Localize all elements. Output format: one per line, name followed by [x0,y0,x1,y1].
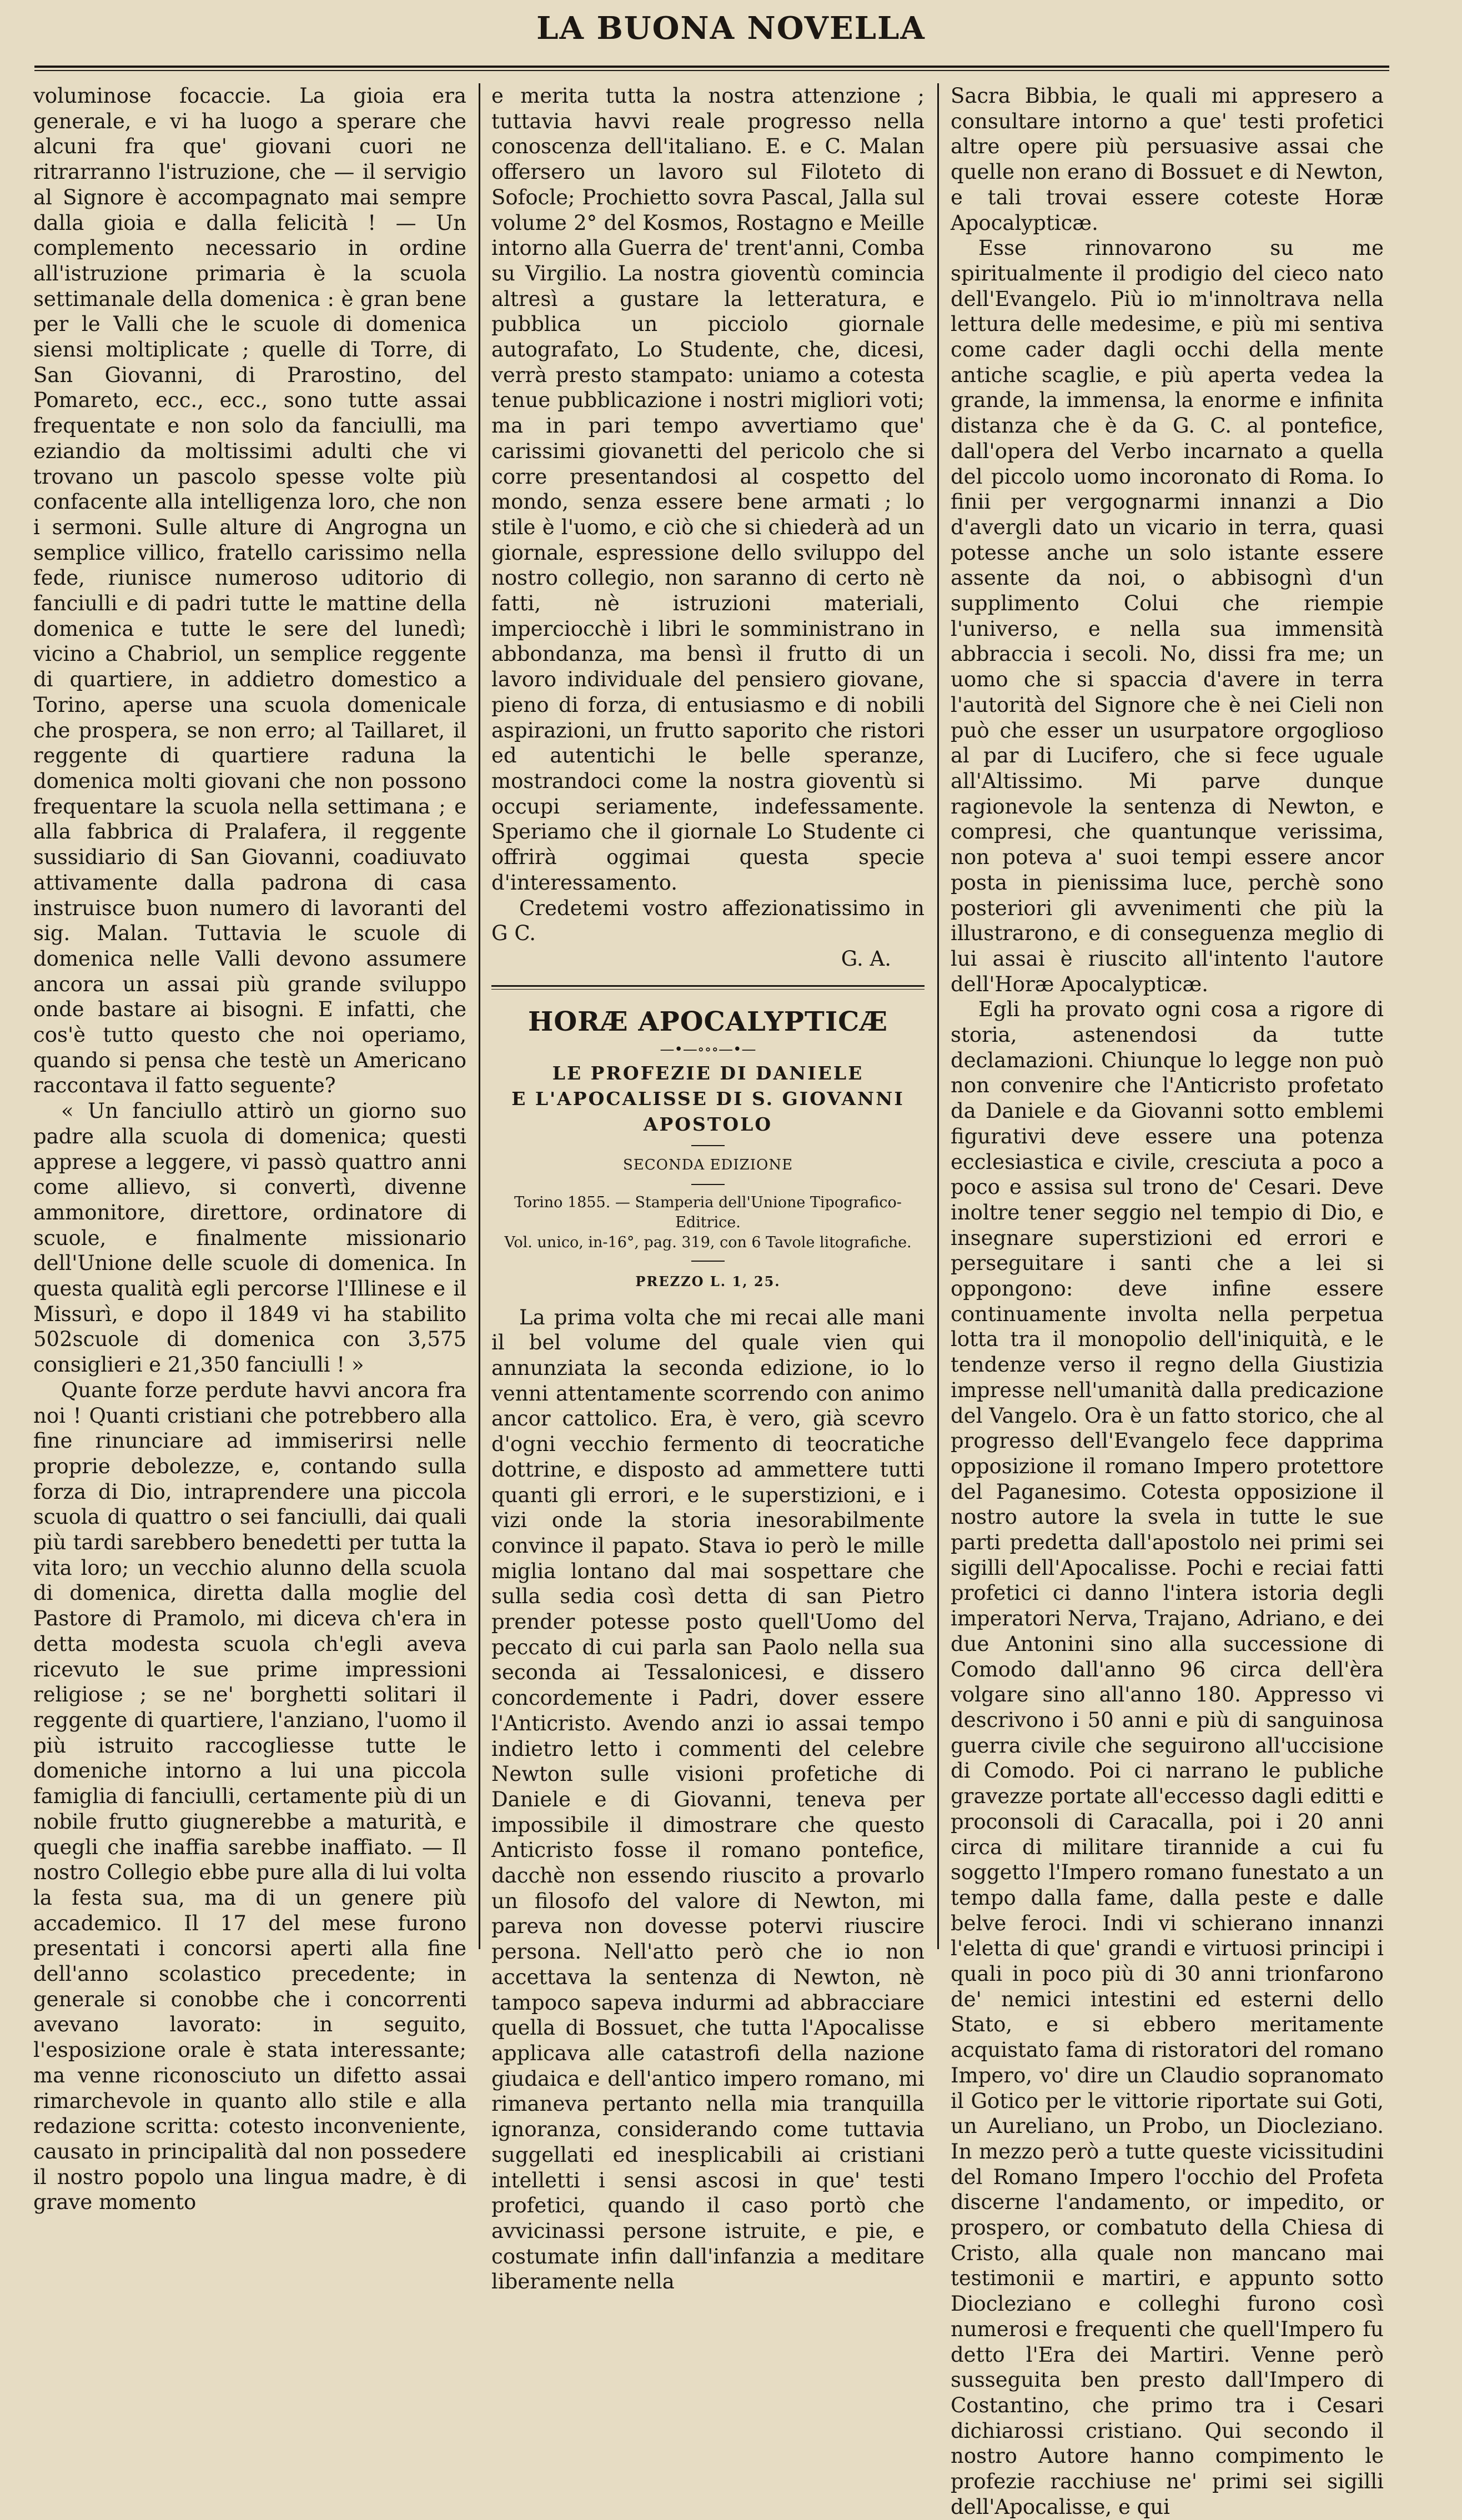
section-rule [491,985,925,987]
divider [691,1184,725,1185]
book-title-line-1: LE PROFEZIE DI DANIELE [552,1062,864,1084]
paragraph: Egli ha provato ogni cosa a rigore di storia, astenendosi da tutte declamazioni. Chiunque lo legge non può non convenire che l'Anticristo profetato da Daniele e da Giovanni sotto emblemi figurativi deve essere una potenza ecclesiastica e civile, cresciuta a poco a poco e assisa sul trono de' Cesari. Deve inoltre tener seggio nel tempio di Dio, e insegnare superstizioni ed errori e perseguitare i santi che a lei si oppongono: deve infine essere continuamente involta nella perpetua lotta tra il monopolio dell'iniquità, e le tendenze verso il regno della Giustizia impresse nell'umanità dalla predicazione del Vangelo. Ora è un fatto storico, che al progresso dell'Evangelo fece dapprima opposizione il romano Impero protettore del Paganesimo. Cotesta opposizione il nostro autore la svela in tutte le sue parti predetta dall'apostolo nei primi sei sigilli dell'Apocalisse. Pochi e reciai fatti profetici ci danno l'intera istoria degli imperatori Nerva, Trajano, Adriano, e dei due Antonini sino alla successione di Comodo dall'anno 96 circa dell'èra volgare sino all'anno 180. Appresso vi descrivono i 50 anni e più di sanguinosa guerra civile che seguirono all'uccisione di Comodo. Poi ci narrano le publiche gravezze portate all'eccesso dagli editti e proconsoli di Caracalla, poi i 20 anni circa di militare tirannide a cui fu soggetto l'Impero romano funestato a un tempo dalla fame, dalla peste e dalle belve feroci. Indi vi schierano innanzi l'eletta di que' grandi e virtuosi principi i quali in poco più di 30 anni trionfarono de' nemici intestini ed esterni dello Stato, e si ebbero meritamente acquistato fama di ristoratori del romano Impero, vo' dire un Claudio sopranomato il Gotico per le vittorie riportate sui Goti, un Aureliano, un Probo, un Diocleziano. In mezzo però a tutte queste vicissitudini del Romano Impero l'occhio del Profeta discerne l'andamento, or impedito, or prospero, or combatuto della Chiesa di Cristo, alla quale non mancano mai testimonii e martiri, e appunto sotto Diocleziano e colleghi furono così numerosi e frequenti che quell'Impero fu detto l'Era dei Martiri. Venne però susseguita ben presto dall'Impero di Costantino, che primo tra i Cesari dichiarossi cristiano. Qui secondo il nostro Autore hanno compimento le profezie racchiuse ne' primi sei sigilli dell'Apocalisse, e qui [951,997,1384,2519]
signature: G. A. [841,946,891,971]
divider [691,1145,725,1146]
paragraph: Esse rinnovarono su me spiritualmente il prodigio del cieco nato dell'Evangelo. Più io m'innoltrava nella lettura delle medesime, e più mi sentiva come cader dagli occhi della mente antiche scaglie, e più aperta vedea la grande, la immensa, la enorme e infinita distanza che è da G. C. al pontefice, dall'opera del Verbo incarnato a quella del piccolo uomo incoronato di Roma. Io finii per vergognarmi innanzi a Dio d'avergli dato un vicario in terra, quasi potesse anche un solo istante essere assente da noi, o abbisognì d'un supplimento Colui che riempie l'universo, e nella sua immensità abbraccia i secoli. No, dissi fra me; un uomo che si spaccia d'avere in terra l'autorità del Signore che è nei Cieli non può che esser un usurpatore orgoglioso al par di Lucifero, che si fece uguale all'Altissimo. Mi parve dunque ragionevole la sentenza di Newton, e compresi, che quantunque verissima, non poteva a' suoi tempi essere ancor posta in pienissima luce, perchè sono posteriori gli avvenimenti che più la illustrarono, e di conseguenza meglio di lui assai è riuscito all'intento l'autore dell'Horæ Apocalypticæ. [951,236,1384,996]
ornament: —•—∘∘∘—•— [660,1041,756,1058]
masthead-rule [34,66,1389,68]
column-left [33,83,466,2215]
section-title: HORÆ APOCALYPTICÆ [527,1006,888,1037]
divider [691,1261,725,1262]
price-label: PREZZO L. 1, 25. [635,1273,781,1289]
section-rule-thin [491,989,925,990]
paragraph: « Un fanciullo attirò un giorno suo padre alla scuola di domenica; questi apprese a leggere, vi passò quattro anni come allievo, si convertì, divenne ammonitore, direttore, ordinatore di scuole, e finalmente missionario dell'Unione delle scuole di domenica. In questa qualità egli percorse l'Illinese e il Missurì, e dopo il 1849 vi ha stabilito 502scuole di domenica con 3,575 consiglieri e 21,350 fanciulli ! » [33,1099,466,1377]
publication-details: Vol. unico, in-16°, pag. 319, con 6 Tavole litografiche. [504,1233,912,1251]
column-divider [479,83,480,1949]
column-right [951,83,1384,2519]
masthead-title: LA BUONA NOVELLA [536,10,926,47]
book-title-line-2: E L'APOCALISSE DI S. GIOVANNI APOSTOLO [511,1087,905,1135]
column-divider [937,83,939,1949]
paragraph: voluminose focaccie. La gioia era generale, e vi ha luogo a sperare che alcuni fra que' giovani cuori ne ritrarranno l'istruzione, che — il servigio al Signore è accompagnato mai sempre dalla gioia e dalla felicità ! — Un complemento necessario in ordine all'istruzione primaria è la scuola settimanale della domenica : è gran bene per le Valli che le scuole di domenica siensi moltiplicate ; quelle di Torre, di San Giovanni, di Prarostino, del Pomareto, ecc., ecc., sono tutte assai frequentate e non solo da fanciulli, ma eziandio da moltissimi adulti che vi trovano un pascolo spesse volte più confacente alla intelligenza loro, che non i sermoni. Sulle alture di Angrogna un semplice villico, fratello carissimo nella fede, riunisce numeroso uditorio di fanciulli e di padri tutte le mattine della domenica e tutte le sere del lunedì; vicino a Chabriol, un semplice reggente di quartiere, in addietro domestico a Torino, aperse una scuola domenicale che prospera, se non erro; al Taillaret, il reggente di quartiere raduna la domenica molti giovani che non possono frequentare la scuola nella settimana ; e alla fabbrica di Pralafera, il reggente sussidiario di San Giovanni, coadiuvato attivamente dalla padrona di casa instruisce buon numero di lavoranti del sig. Malan. Tuttavia le scuole di domenica nelle Valli devono assumere ancora un assai più grande sviluppo onde bastare ai bisogni. E infatti, che cos'è tutto questo che noi operiamo, quando si pensa che testè un Americano raccontava il fatto seguente? [33,84,466,1098]
letter-closing: Credetemi vostro affezionatissimo in G C. [491,896,925,946]
edition-label: SECONDA EDIZIONE [622,1156,793,1173]
paragraph: e merita tutta la nostra attenzione ; tuttavia havvi reale progresso nella conoscenza dell'italiano. E. e C. Malan offersero un lavoro sul Filoteto di Sofocle; Prochietto sovra Pascal, Jalla sul volume 2° del Kosmos, Rostagno e Meille intorno alla Guerra de' trent'anni, Comba su Virgilio. La nostra gioventù comincia altresì a gustare la letteratura, e pubblica un picciolo giornale autografato, Lo Studente, che, dicesi, verrà presto stampato: uniamo a cotesta tenue pubblicazione i nostri migliori voti; ma in pari tempo avvertiamo que' carissimi giovanetti del pericolo che si corre presentandosi al cospetto del mondo, senza essere bene armati ; lo stile è l'uomo, e ciò che si chiederà ad un giornale, espressione dello sviluppo del nostro collegio, non saranno di certo nè fatti, nè istruzioni materiali, imperciocchè i libri le somministrano in abbondanza, ma bensì il frutto di un lavoro individuale del pensiero giovane, pieno di forza, di entusiasmo e di nobili aspirazioni, un frutto saporito che ristori ed autentichi le belle speranze, mostrandoci come la nostra gioventù si occupi seriamente, indefessamente. Speriamo che il giornale Lo Studente ci offrirà oggimai questa specie d'interessamento. [491,84,925,895]
paragraph: La prima volta che mi recai alle mani il bel volume del quale vien qui annunziata la seconda edizione, io lo venni attentamente scorrendo con animo ancor cattolico. Era, è vero, già scevro d'ogni vecchio fermento di teocratiche dottrine, e disposto ad ammettere tutti quanti gli errori, e le superstizioni, e i vizi onde la storia inesorabilmente convince il papato. Stava io però le mille miglia lontano dal mai sospettare che sulla sedia così detta di san Pietro prender potesse posto quell'Uomo del peccato di cui parla san Paolo nella sua seconda ai Tessalonicesi, e dissero concordemente i Padri, dover essere l'Anticristo. Avendo anzi io assai tempo indietro letto i commenti del celebre Newton sulle visioni profetiche di Daniele e di Giovanni, teneva per impossibile il dimostrare che questo Anticristo fosse il romano pontefice, dacchè non essendo riuscito a provarlo un filosofo del valore di Newton, mi pareva non dovesse potervi riuscire persona. Nell'atto però che io non accettava la sentenza di Newton, nè tampoco sapeva indurmi ad abbracciare quella di Bossuet, che tutta l'Apocalisse applicava alle catastrofi della nazione giudaica e dell'antico impero romano, mi rimaneva pertanto nella mia tranquilla ignoranza, considerando come tuttavia suggellati ed inesplicabili ai cristiani intelletti i sensi ascosi in que' testi profetici, quando il caso portò che avvicinassi persone istruite, e pie, e costumate infin dall'infanzia a meditare liberamente nella [491,1305,925,2294]
paragraph: Quante forze perdute havvi ancora fra noi ! Quanti cristiani che potrebbero alla fine rinunciare ad immiserirsi nelle proprie debolezze, e, contando sulla forza di Dio, intraprendere una piccola scuola di quattro o sei fanciulli, dai quali più tardi sarebbero benedetti per tutta la vita loro; un vecchio alunno della scuola di domenica, diretta dalla moglie del Pastore di Pramolo, mi diceva ch'era in detta modesta scuola ch'egli aveva ricevuto le sue prime impressioni religiose ; se ne' borghetti solitari il reggente di quartiere, l'anziano, l'uomo il più istruito raccogliesse tutte le domeniche intorno a lui una piccola famiglia di fanciulli, certamente più di un nobile frutto giugnerebbe a maturità, e quegli che inaffia sarebbe inaffiato. — Il nostro Collegio ebbe pure alla di lui volta la festa sua, ma di un genere più accademico. Il 17 del mese furono presentati i concorsi aperti alla fine dell'anno scolastico precedente; in generale si conobbe che i concorrenti avevano lavorato: in seguito, l'esposizione orale è stata interessante; ma venne riconosciuto un difetto assai rimarchevole in quanto allo stile e alla redazione scritta: cotesto inconveniente, causato in principalità dal non possedere il nostro popolo una lingua madre, è di grave momento [33,1378,466,2215]
publication-info: Torino 1855. — Stamperia dell'Unione Tipografico-Editrice. [514,1193,902,1231]
column-middle [491,83,925,2294]
paragraph: Sacra Bibbia, le quali mi appresero a consultare intorno a que' testi profetici altre opere più persuasive assai che quelle non erano di Bossuet e di Newton, e tali trovai essere coteste Horæ Apocalypticæ. [951,84,1384,235]
masthead-rule-thin [34,70,1389,71]
